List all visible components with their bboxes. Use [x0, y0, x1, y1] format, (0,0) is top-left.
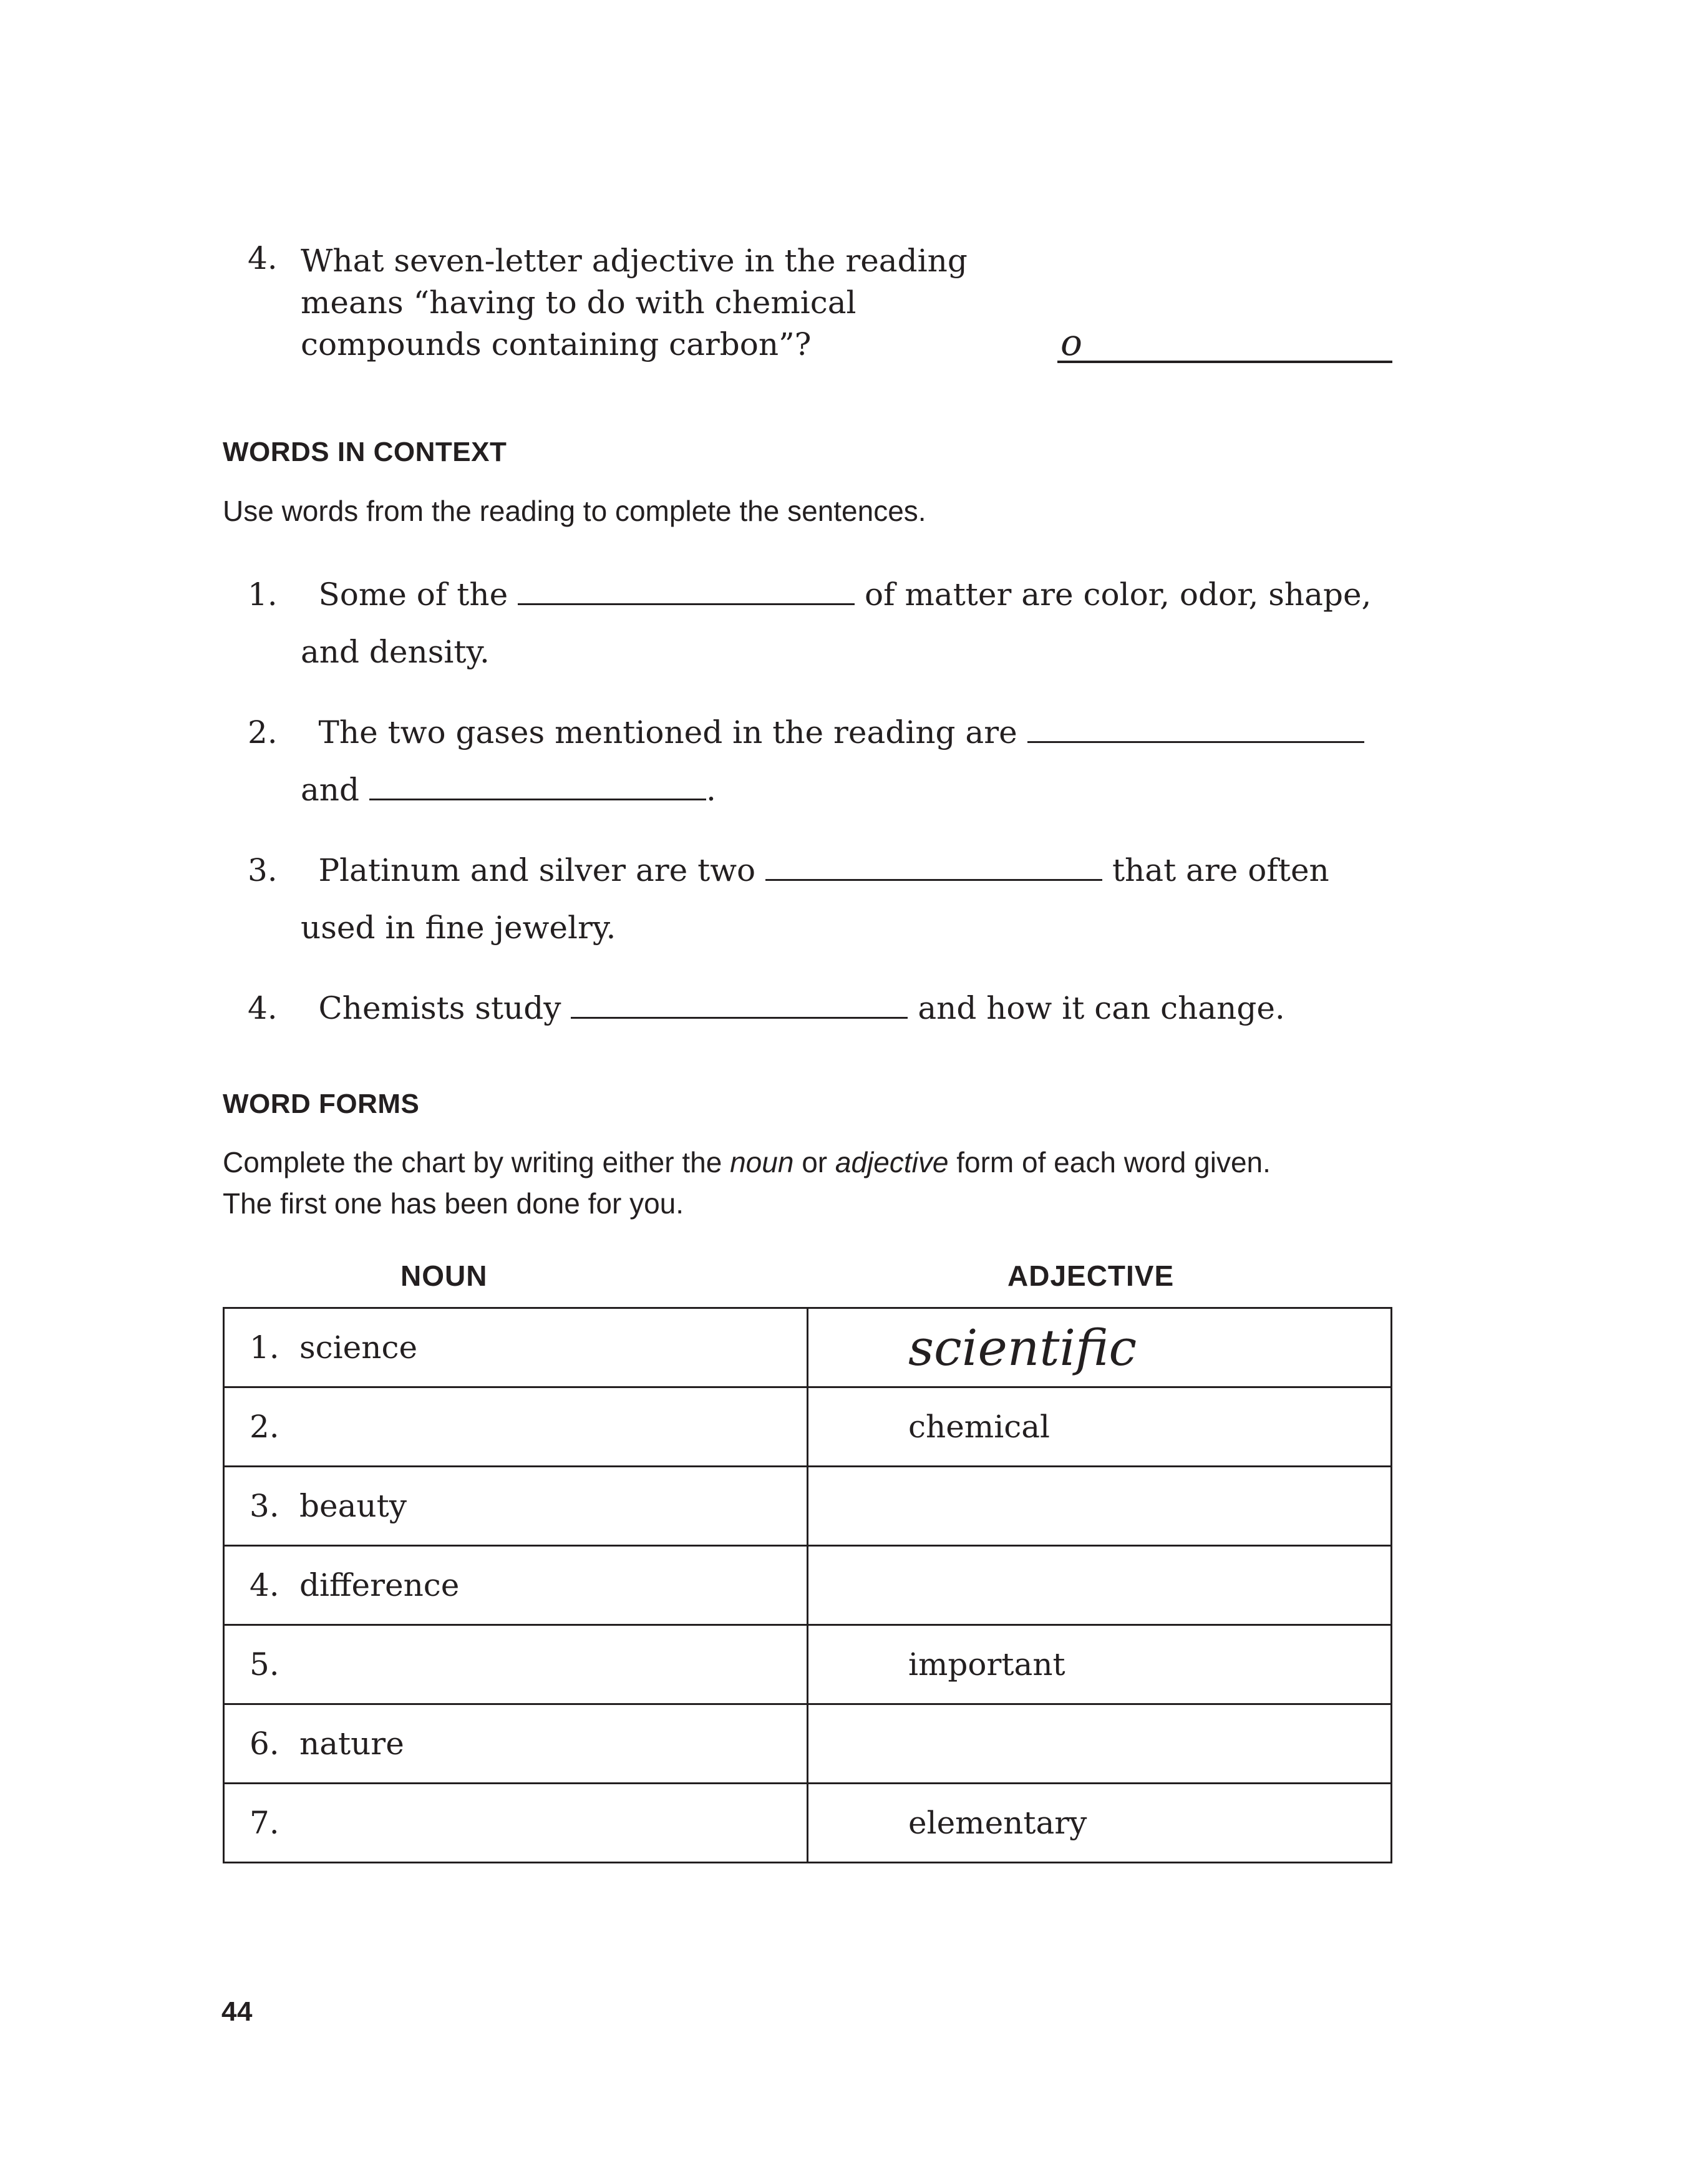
instruction-text-end: form of each word given.: [956, 1146, 1271, 1178]
adjective-cell[interactable]: [808, 1704, 1392, 1784]
item-text-after: of matter are color, odor, shape,: [864, 576, 1372, 613]
item-number: 4.: [248, 990, 278, 1026]
item-text-before: and: [301, 772, 360, 808]
noun-cell: [224, 1704, 808, 1784]
item-text-before: Some of the: [318, 576, 508, 613]
question-4-line-2: means “having to do with chemical: [301, 284, 856, 321]
fill-blank[interactable]: [369, 771, 706, 800]
adjective-value: chemical: [908, 1409, 1051, 1445]
page-number: 44: [221, 1996, 253, 2027]
fill-blank[interactable]: [571, 989, 908, 1019]
adjective-cell[interactable]: [808, 1546, 1392, 1625]
row-number: 6.: [250, 1726, 279, 1762]
table-row: [224, 1546, 1392, 1625]
adjective-value: important: [908, 1646, 1065, 1683]
adjective-cell: [808, 1387, 1392, 1467]
adjective-value: elementary: [908, 1805, 1087, 1841]
noun-cell: [224, 1308, 808, 1387]
words-in-context-instruction: Use words from the reading to complete the sentences.: [223, 495, 926, 527]
context-item-3-line-2: used in fine jewelry.: [301, 910, 616, 946]
table-row: [224, 1467, 1392, 1546]
handwritten-answer: scientific: [908, 1318, 1137, 1377]
context-item-1: [248, 574, 1371, 616]
fill-blank[interactable]: [518, 576, 855, 605]
context-item-4: [248, 988, 1285, 1029]
table-row: [224, 1704, 1392, 1784]
question-4-text: [301, 240, 968, 366]
column-header-adjective: ADJECTIVE: [1007, 1260, 1175, 1292]
instruction-line-1: [223, 1142, 1271, 1183]
word-forms-instruction: [223, 1142, 1271, 1224]
question-4-answer-line[interactable]: [1057, 361, 1392, 363]
instruction-text: Complete the chart by writing either the: [223, 1146, 722, 1178]
context-item-2-line-2: [301, 769, 716, 811]
item-text-before: The two gases mentioned in the reading are: [318, 714, 1017, 750]
noun-value: difference: [299, 1567, 460, 1603]
noun-value: science: [299, 1329, 418, 1366]
noun-cell[interactable]: [224, 1625, 808, 1704]
row-number: 7.: [250, 1805, 279, 1841]
question-4-number: 4.: [248, 240, 278, 276]
instruction-noun: noun: [730, 1146, 794, 1178]
noun-value: beauty: [299, 1488, 407, 1524]
item-number: 3.: [248, 852, 278, 888]
item-text-after: .: [706, 772, 716, 808]
noun-cell[interactable]: [224, 1387, 808, 1467]
words-in-context-heading: WORDS IN CONTEXT: [223, 437, 507, 467]
word-forms-heading: WORD FORMS: [223, 1089, 420, 1119]
item-text-after: and how it can change.: [918, 990, 1285, 1026]
row-number: 3.: [250, 1488, 279, 1524]
adjective-cell: [808, 1308, 1392, 1387]
context-item-3: [248, 850, 1329, 891]
noun-cell: [224, 1546, 808, 1625]
noun-cell: [224, 1467, 808, 1546]
instruction-line-2: The first one has been done for you.: [223, 1187, 684, 1220]
context-item-2: [248, 712, 1364, 754]
word-forms-chart: [223, 1307, 1392, 1863]
fill-blank[interactable]: [1027, 714, 1364, 743]
noun-value: nature: [299, 1726, 404, 1762]
instruction-or: or: [802, 1146, 828, 1178]
row-number: 2.: [250, 1409, 279, 1445]
context-item-1-line-2: and density.: [301, 634, 490, 670]
column-header-noun: NOUN: [400, 1260, 488, 1292]
item-text-after: that are often: [1112, 852, 1329, 888]
fill-blank[interactable]: [765, 852, 1102, 881]
adjective-cell: [808, 1625, 1392, 1704]
table-row: [224, 1308, 1392, 1387]
item-number: 2.: [248, 714, 278, 750]
adjective-cell: [808, 1784, 1392, 1863]
answer-hint-letter: o: [1060, 321, 1082, 364]
row-number: 4.: [250, 1567, 279, 1603]
item-text-before: Platinum and silver are two: [318, 852, 756, 888]
adjective-cell[interactable]: [808, 1467, 1392, 1546]
table-row: [224, 1387, 1392, 1467]
item-number: 1.: [248, 576, 278, 613]
table-row: [224, 1784, 1392, 1863]
question-4-line-3: compounds containing carbon”?: [301, 326, 812, 362]
noun-cell[interactable]: [224, 1784, 808, 1863]
table-row: [224, 1625, 1392, 1704]
row-number: 1.: [250, 1329, 279, 1366]
instruction-adjective: adjective: [835, 1146, 949, 1178]
question-4-line-1: What seven-letter adjective in the reading: [301, 243, 968, 279]
item-text-before: Chemists study: [318, 990, 561, 1026]
row-number: 5.: [250, 1646, 279, 1683]
